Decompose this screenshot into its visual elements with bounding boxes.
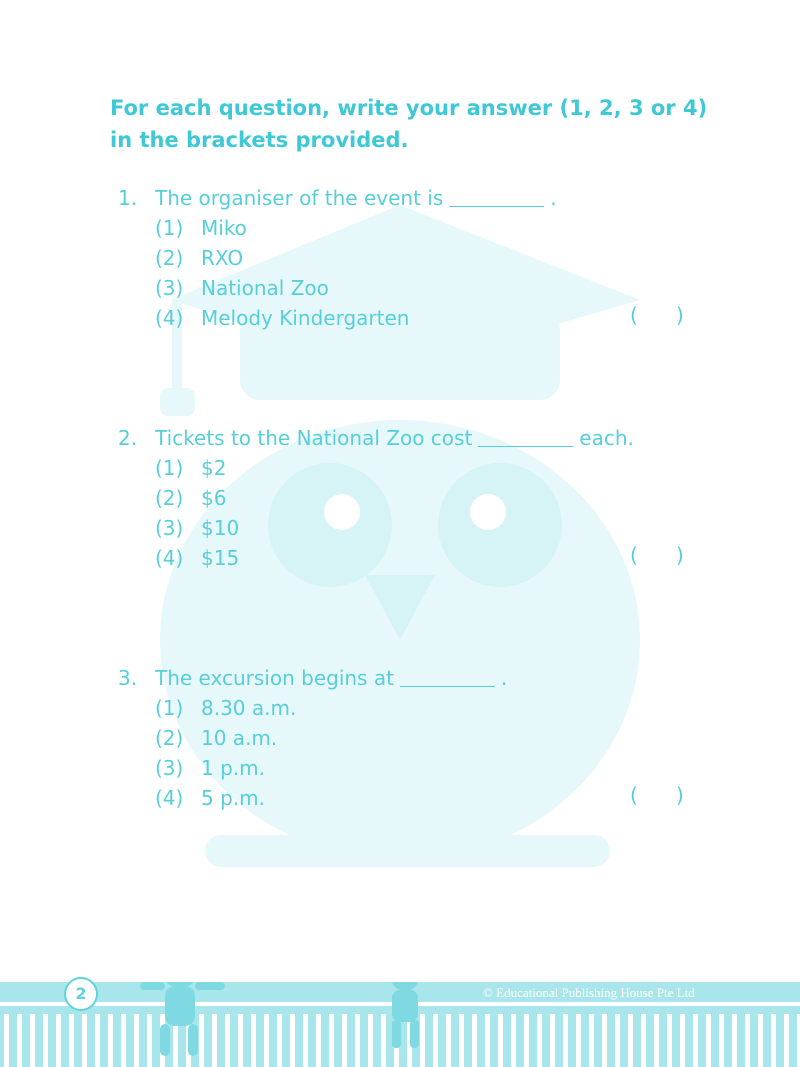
- footer-stripe: [329, 1014, 334, 1067]
- question-stem-end: .: [550, 186, 557, 210]
- footer-stripe: [82, 1014, 87, 1067]
- footer-stripe: [472, 1014, 477, 1067]
- answer-bracket[interactable]: ( ): [630, 543, 684, 567]
- footer-stripe: [706, 1014, 711, 1067]
- footer-stripe: [4, 1014, 9, 1067]
- answer-bracket[interactable]: ( ): [630, 783, 684, 807]
- footer-stripe: [563, 1014, 568, 1067]
- footer-stripe: [381, 1014, 386, 1067]
- footer-stripe: [628, 1014, 633, 1067]
- option-2: (2) 10 a.m.: [155, 726, 278, 750]
- footer-stripe: [732, 1014, 737, 1067]
- option-3: (3) $10: [155, 516, 240, 540]
- footer-stripe: [667, 1014, 672, 1067]
- question-stem-end: each.: [579, 426, 634, 450]
- footer-stripe: [758, 1014, 763, 1067]
- footer-stripe: [680, 1014, 685, 1067]
- footer-stripe: [576, 1014, 581, 1067]
- footer-stripe: [277, 1014, 282, 1067]
- footer-stripe: [17, 1014, 22, 1067]
- footer-stripe: [238, 1014, 243, 1067]
- footer-stripe: [602, 1014, 607, 1067]
- answer-blank: [478, 428, 573, 447]
- question-number: 2.: [118, 426, 138, 450]
- question-stem: Tickets to the National Zoo cost: [155, 426, 473, 450]
- footer-stripe: [30, 1014, 35, 1067]
- footer-stripe: [264, 1014, 269, 1067]
- question-3: [118, 663, 684, 813]
- footer-stripe: [511, 1014, 516, 1067]
- option-4: (4) $15: [155, 546, 240, 570]
- question-2: [118, 423, 684, 573]
- footer-stripe: [615, 1014, 620, 1067]
- footer-stripe: [108, 1014, 113, 1067]
- footer-stripe: [316, 1014, 321, 1067]
- copyright-text: © Educational Publishing House Pte Ltd: [483, 985, 695, 1000]
- footer-stripe: [693, 1014, 698, 1067]
- footer-stripe: [719, 1014, 724, 1067]
- footer-stripe: [355, 1014, 360, 1067]
- footer-stripe: [199, 1014, 204, 1067]
- answer-blank: [449, 188, 544, 207]
- footer-stripe: [589, 1014, 594, 1067]
- question-1: [118, 183, 684, 333]
- option-1: (1) $2: [155, 456, 227, 480]
- option-4: (4) Melody Kindergarten: [155, 306, 410, 330]
- footer-stripe: [251, 1014, 256, 1067]
- footer-stripe: [524, 1014, 529, 1067]
- footer-stripe: [550, 1014, 555, 1067]
- footer-stripe: [459, 1014, 464, 1067]
- footer-stripe: [745, 1014, 750, 1067]
- footer-stripe: [446, 1014, 451, 1067]
- option-2: (2) $6: [155, 486, 227, 510]
- footer-stripe: [420, 1014, 425, 1067]
- footer-stripe: [212, 1014, 217, 1067]
- footer-stripe: [225, 1014, 230, 1067]
- footer-stripe: [368, 1014, 373, 1067]
- question-number: 1.: [118, 186, 138, 210]
- footer-stripe: [537, 1014, 542, 1067]
- option-4: (4) 5 p.m.: [155, 786, 265, 810]
- footer-stripe: [134, 1014, 139, 1067]
- footer-stripe: [641, 1014, 646, 1067]
- footer-stripe: [43, 1014, 48, 1067]
- footer-stripe: [290, 1014, 295, 1067]
- page-number: 2: [64, 977, 98, 1011]
- option-1: (1) Miko: [155, 216, 247, 240]
- footer-stripe: [485, 1014, 490, 1067]
- footer-stripe: [121, 1014, 126, 1067]
- footer-stripe: [771, 1014, 776, 1067]
- answer-blank: [400, 668, 495, 687]
- footer-stripe: [147, 1014, 152, 1067]
- footer-stripe: [498, 1014, 503, 1067]
- answer-bracket[interactable]: ( ): [630, 303, 684, 327]
- option-1: (1) 8.30 a.m.: [155, 696, 297, 720]
- instruction-text: For each question, write your answer (1, 2, 3 or 4) in the brackets provided.: [110, 96, 708, 152]
- footer-stripe: [95, 1014, 100, 1067]
- question-stem: The excursion begins at: [155, 666, 394, 690]
- option-2: (2) RXO: [155, 246, 244, 270]
- footer-stripe: [303, 1014, 308, 1067]
- footer-stripe: [433, 1014, 438, 1067]
- footer-stripe: [784, 1014, 789, 1067]
- footer-stripe: [654, 1014, 659, 1067]
- option-3: (3) National Zoo: [155, 276, 329, 300]
- footer-stripe: [342, 1014, 347, 1067]
- option-3: (3) 1 p.m.: [155, 756, 265, 780]
- footer-stripe: [56, 1014, 61, 1067]
- question-stem-end: .: [500, 666, 508, 690]
- footer-stripe: [69, 1014, 74, 1067]
- question-number: 3.: [118, 666, 138, 690]
- question-stem: The organiser of the event is: [155, 186, 444, 210]
